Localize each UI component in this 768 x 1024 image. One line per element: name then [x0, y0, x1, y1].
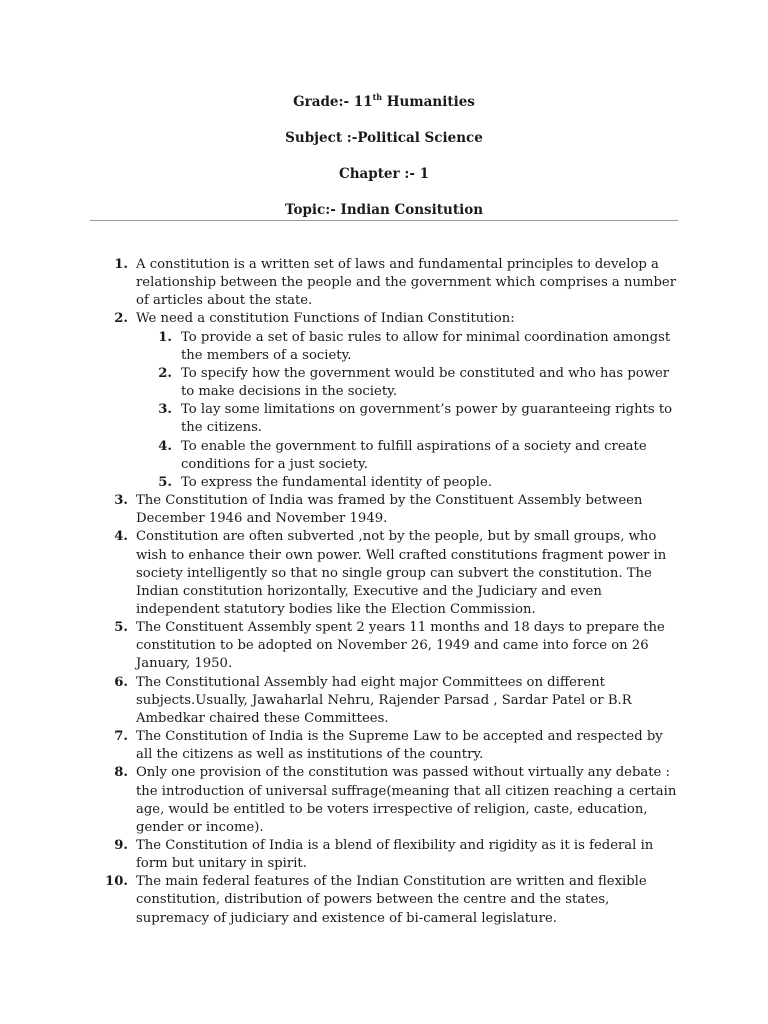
list-item [0, 619, 768, 673]
item-number: 2. [114, 311, 128, 327]
item-text: The Constitutional Assembly had eight major Committees on different subjects.Usually, Jawaharlal Nehru, Rajender Parsad , Sardar Patel or B.R Ambedkar chaired these Committees. [136, 674, 632, 726]
subitem-text: To enable the government to fulfill aspirations of a society and create conditions for a just society. [181, 438, 647, 472]
grade-heading [0, 92, 768, 128]
item-number: 1. [114, 257, 128, 272]
subitem-text: To express the fundamental identity of people. [181, 474, 493, 490]
item-number: 3. [114, 493, 128, 509]
subitem-number: 1. [158, 329, 172, 345]
item-text: The Constitution of India was framed by the Constituent Assembly between December 1946 and November 1949. [136, 493, 643, 527]
sublist-item [136, 438, 682, 474]
subject-heading: Subject :-Political Science [285, 130, 483, 146]
item-number: 4. [114, 529, 128, 545]
subitem-number: 4. [158, 438, 172, 454]
item-number: 10. [105, 874, 128, 890]
sublist-item [136, 329, 682, 365]
sublist-item [136, 365, 682, 401]
chapter-heading: Chapter :- 1 [338, 166, 430, 182]
item-text: Only one provision of the constitution was passed without virtually any debate : the introduction of universal suffrage(meaning that all citizen reaching a certain age, would be entitled to be voters irrespective of religion, caste, education, gender or income). [136, 765, 677, 835]
list-item [0, 310, 768, 492]
subitem-text: To provide a set of basic rules to allow for minimal coordination amongst the members of a society. [181, 329, 671, 363]
list-item [0, 764, 768, 837]
list-item [0, 674, 768, 728]
list-item [0, 837, 768, 873]
topic-heading: Topic:- Indian Consitution [284, 202, 484, 218]
subitem-number: 3. [158, 402, 172, 418]
header-divider [90, 220, 678, 221]
sublist-item [136, 474, 682, 492]
subitem-text: To lay some limitations on government’s power by guaranteeing rights to the citizens. [181, 402, 673, 436]
item-text: The Constitution of India is the Supreme Law to be accepted and respected by all the citizens as well as institutions of the country. [136, 729, 663, 763]
list-item [0, 256, 768, 310]
grade-superscript: th [372, 92, 383, 102]
list-item [0, 873, 768, 927]
item-text: The Constitution of India is a blend of flexibility and rigidity as it is federal in form but unitary in spirit. [136, 838, 654, 872]
notes-list [0, 256, 768, 928]
item-number: 9. [114, 838, 128, 853]
list-item [0, 492, 768, 528]
item-text: A constitution is a written set of laws and fundamental principles to develop a relationship between the people and the government which comprises a number of articles about the state. [136, 257, 677, 309]
item-text: We need a constitution Functions of Indian Constitution: [136, 311, 515, 327]
item-number: 5. [114, 620, 128, 636]
document-header [0, 92, 768, 236]
item-number: 7. [114, 729, 128, 745]
subitem-text: To specify how the government would be constituted and who has power to make decisions in the society. [181, 365, 670, 400]
subitem-number: 5. [158, 474, 172, 490]
item-number: 6. [114, 674, 128, 690]
functions-sublist [136, 329, 680, 492]
sublist-item [136, 401, 682, 437]
item-text: The main federal features of the Indian Constitution are written and flexible constitution, distribution of powers between the centre and the states, supremacy of judiciary and existence of bi-cameral legislature. [136, 874, 647, 926]
list-item [0, 728, 768, 764]
item-text: Constitution are often subverted ,not by the people, but by small groups, who wish to enhance their own power. Well crafted constitutions fragment power in society intelligently so that no single group can subvert the constitution. The Indian constitution horizontally, Executive and the Judiciary and even independent statutory bodies like the Election Commission. [136, 529, 667, 617]
grade-stream: Humanities [382, 94, 475, 110]
grade-text: Grade:- 11 [293, 94, 373, 110]
subitem-number: 2. [158, 365, 172, 381]
item-text: The Constituent Assembly spent 2 years 11 months and 18 days to prepare the constitution to be adopted on November 26, 1949 and came into force on 26 January, 1950. [136, 620, 665, 672]
list-item [0, 528, 768, 619]
item-number: 8. [114, 765, 128, 781]
